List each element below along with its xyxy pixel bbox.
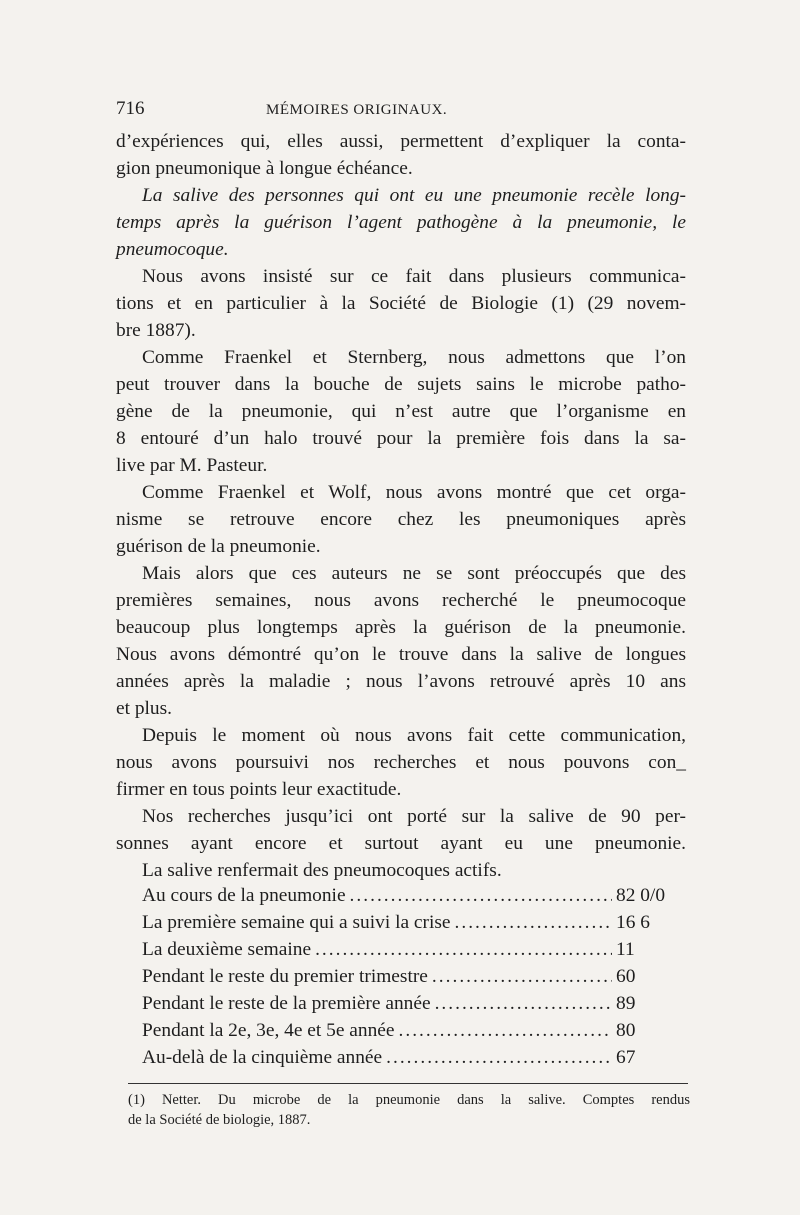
row-value: 80 bbox=[616, 1020, 636, 1041]
row-label: Au-delà de la cinquième année bbox=[142, 1047, 383, 1068]
dot-leader bbox=[432, 963, 612, 990]
row-label: Pendant le reste du premier trimestre bbox=[142, 966, 428, 987]
text-line: Comme Fraenkel et Wolf, nous avons montré que cet orga- bbox=[142, 482, 686, 503]
text-line: La salive renfermait des pneumocoques actifs. bbox=[142, 860, 502, 881]
row-label: La deuxième semaine bbox=[142, 939, 312, 960]
text-line: bre 1887). bbox=[116, 320, 196, 341]
text-line: tions et en particulier à la Société de Biologie (1) (29 novem- bbox=[116, 293, 686, 314]
table-row bbox=[142, 1044, 682, 1071]
dot-leader bbox=[350, 882, 612, 909]
text-line: guérison de la pneumonie. bbox=[116, 536, 321, 557]
footnote-rule bbox=[128, 1083, 688, 1084]
table-row bbox=[142, 936, 682, 963]
table-row bbox=[142, 882, 682, 909]
text-line: Nous avons insisté sur ce fait dans plusieurs communica- bbox=[142, 266, 686, 287]
page-number: 716 bbox=[116, 98, 145, 119]
text-line: 8 entouré d’un halo trouvé pour la première fois dans la sa- bbox=[116, 428, 686, 449]
footnote-line: de la Société de biologie, 1887. bbox=[128, 1112, 311, 1128]
text-line: pneumocoque. bbox=[116, 239, 229, 260]
table-row bbox=[142, 990, 682, 1017]
row-value: 89 bbox=[616, 993, 636, 1014]
text-line: beaucoup plus longtemps après la guérison de la pneumonie. bbox=[116, 617, 686, 638]
page-header bbox=[116, 98, 676, 128]
text-line: Nous avons démontré qu’on le trouve dans la salive de longues bbox=[116, 644, 686, 665]
text-line: gion pneumonique à longue échéance. bbox=[116, 158, 413, 179]
text-line: peut trouver dans la bouche de sujets sains le microbe patho- bbox=[116, 374, 686, 395]
text-line: gène de la pneumonie, qui n’est autre que l’organisme en bbox=[116, 401, 686, 422]
text-line: années après la maladie ; nous l’avons retrouvé après 10 ans bbox=[116, 671, 686, 692]
dot-leader bbox=[435, 990, 612, 1017]
row-label: La première semaine qui a suivi la crise bbox=[142, 912, 451, 933]
text-line: firmer en tous points leur exactitude. bbox=[116, 779, 402, 800]
row-value: 60 bbox=[616, 966, 636, 987]
footnote bbox=[128, 1090, 690, 1130]
text-line: nous avons poursuivi nos recherches et nous pouvons con_ bbox=[116, 752, 686, 773]
body-text bbox=[116, 128, 686, 884]
text-line: et plus. bbox=[116, 698, 173, 719]
text-line: live par M. Pasteur. bbox=[116, 455, 268, 476]
text-line: temps après la guérison l’agent pathogène à la pneumonie, le bbox=[116, 212, 686, 233]
row-value: 16 6 bbox=[616, 912, 650, 933]
row-label: Au cours de la pneumonie bbox=[142, 885, 346, 906]
results-table bbox=[142, 882, 682, 1071]
text-line: sonnes ayant encore et surtout ayant eu une pneumonie. bbox=[116, 833, 686, 854]
text-line: Mais alors que ces auteurs ne se sont préoccupés que des bbox=[142, 563, 686, 584]
row-value: 67 bbox=[616, 1047, 636, 1068]
table-row bbox=[142, 909, 682, 936]
text-line: d’expériences qui, elles aussi, permettent d’expliquer la conta- bbox=[116, 131, 686, 152]
row-value: 11 bbox=[616, 939, 635, 960]
row-label: Pendant la 2e, 3e, 4e et 5e année bbox=[142, 1020, 395, 1041]
footnote-line: (1) Netter. Du microbe de la pneumonie dans la salive. Comptes rendus bbox=[128, 1092, 690, 1108]
dot-leader bbox=[315, 936, 612, 963]
table-row bbox=[142, 1017, 682, 1044]
row-label: Pendant le reste de la première année bbox=[142, 993, 431, 1014]
text-line: Comme Fraenkel et Sternberg, nous admettons que l’on bbox=[142, 347, 686, 368]
dot-leader bbox=[455, 909, 612, 936]
row-value: 82 0/0 bbox=[616, 885, 666, 906]
text-line: La salive des personnes qui ont eu une pneumonie recèle long- bbox=[142, 185, 686, 206]
table-row bbox=[142, 963, 682, 990]
dot-leader bbox=[399, 1017, 612, 1044]
dot-leader bbox=[386, 1044, 612, 1071]
text-line: Depuis le moment où nous avons fait cette communication, bbox=[142, 725, 686, 746]
text-line: nisme se retrouve encore chez les pneumoniques après bbox=[116, 509, 686, 530]
text-line: premières semaines, nous avons recherché le pneumocoque bbox=[116, 590, 686, 611]
running-head: MÉMOIRES ORIGINAUX. bbox=[266, 102, 448, 118]
text-line: Nos recherches jusqu’ici ont porté sur la salive de 90 per- bbox=[142, 806, 686, 827]
